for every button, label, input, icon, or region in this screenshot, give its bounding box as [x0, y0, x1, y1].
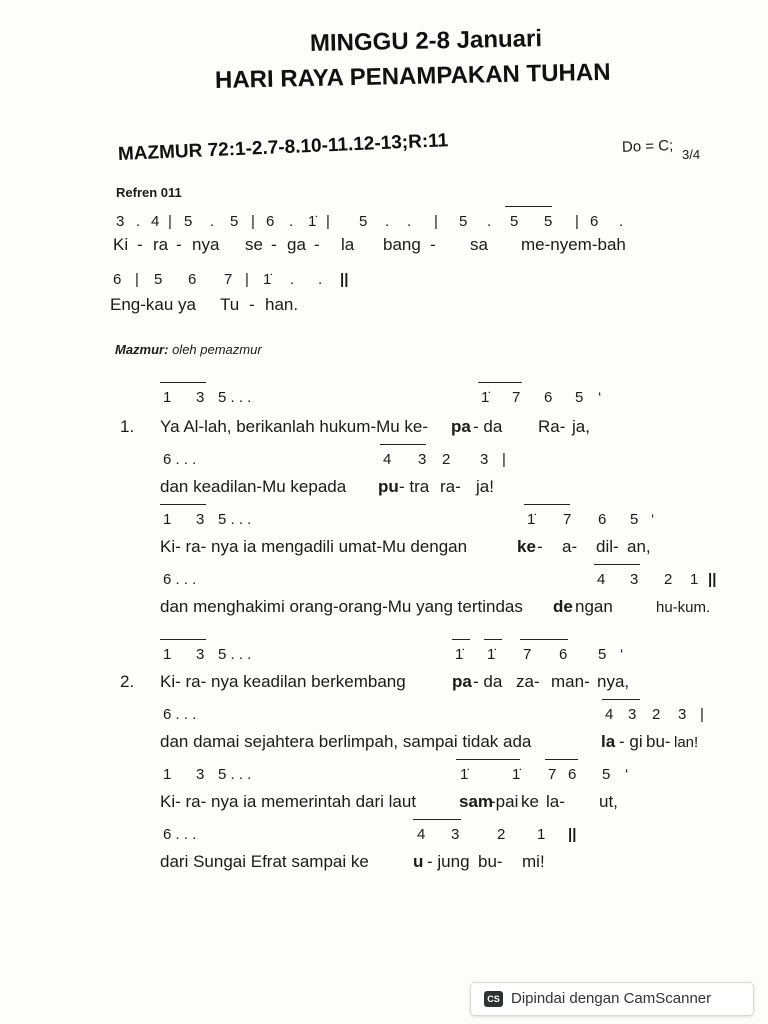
lyric-text: dan menghakimi orang-orang-Mu yang tertindas: [160, 597, 523, 616]
lyric-syllable: man-: [551, 672, 590, 691]
note: 4: [597, 571, 606, 588]
lyric-syllable: ngan: [575, 597, 613, 616]
note: 3: [451, 826, 460, 843]
note: 3: [630, 571, 639, 588]
note: 5: [602, 766, 611, 783]
note: 1̇: [527, 511, 536, 528]
note: 7: [512, 389, 521, 406]
note: 3: [678, 706, 687, 723]
note: 5: [459, 213, 468, 230]
note: 3: [196, 766, 205, 783]
note-dot: .: [136, 213, 141, 230]
note: 6 . . .: [163, 571, 197, 588]
page-title: MINGGU 2-8 Januari: [309, 25, 543, 57]
note: 6 . . .: [163, 826, 197, 843]
lyric-hyphen: -: [537, 537, 543, 556]
note: 5 . . .: [218, 766, 252, 783]
beam-line: [160, 382, 206, 383]
verse-1-lyrics-row-2: [0, 478, 768, 498]
final-bar-line: ||: [708, 571, 717, 588]
beam-line: [478, 382, 522, 383]
lyric-syllable: bu-: [478, 852, 503, 871]
stressed-syllable: pa: [452, 672, 472, 691]
lyric-syllable: Ki: [113, 235, 129, 254]
note: 5: [184, 213, 193, 230]
note: 1̇: [263, 271, 272, 288]
verse-1-lyrics-row-4: [0, 598, 768, 618]
lyric-syllable: hu-kum.: [656, 599, 711, 616]
stressed-syllable: de: [553, 597, 573, 616]
psalm-reference: MAZMUR 72:1-2.7-8.10-11.12-13;R:11: [117, 130, 449, 165]
refrain-lyrics-row-1: [0, 236, 768, 256]
bar-line: |: [575, 213, 579, 230]
bar-line: |: [245, 271, 249, 288]
lyric-syllable: sa: [470, 235, 488, 254]
note: 1̇: [455, 646, 464, 663]
note: 6: [590, 213, 599, 230]
bar-line: |: [251, 213, 255, 230]
lyric-text: dan keadilan-Mu kepada: [160, 477, 347, 496]
note-dot: .: [407, 213, 412, 230]
bar-line: |: [502, 451, 506, 468]
lyric-syllable: - da: [473, 672, 503, 691]
note: 1: [163, 389, 172, 406]
note: 7: [523, 646, 532, 663]
lyric-text: dari Sungai Efrat sampai ke: [160, 852, 369, 871]
lyric-syllable: nya,: [597, 672, 630, 691]
verse-1-lyrics-row-3: [0, 538, 768, 558]
beam-line: [602, 699, 640, 700]
note: 4: [151, 213, 160, 230]
bar-line: |: [700, 706, 704, 723]
lyric-hyphen: -: [271, 235, 277, 254]
note: 6: [598, 511, 607, 528]
lyric-syllable: mi!: [522, 852, 545, 871]
note: 6: [113, 271, 122, 288]
note: 6: [266, 213, 275, 230]
lyric-syllable: Tu: [220, 295, 240, 314]
note: 6: [544, 389, 553, 406]
lyric-syllable: dil-: [596, 537, 619, 556]
breath-mark: ‘: [625, 766, 629, 783]
lyric-syllable: ut,: [599, 792, 618, 811]
lyric-syllable: Ra-: [538, 417, 566, 436]
note-dot: .: [487, 213, 492, 230]
beam-line: [160, 504, 206, 505]
note-dot: .: [290, 271, 295, 288]
note: 1̇: [481, 389, 490, 406]
note: 3: [418, 451, 427, 468]
stressed-syllable: pa: [451, 417, 471, 436]
note: 2: [652, 706, 661, 723]
note: 1̇: [308, 213, 317, 230]
verse-1-notes-row-1: [0, 390, 768, 410]
lyric-syllable: ja!: [476, 477, 494, 496]
verse-number: 2.: [120, 672, 135, 691]
note-dot: .: [385, 213, 390, 230]
lyric-text: Ya Al-lah, berikanlah hukum-Mu ke-: [160, 417, 429, 436]
note: 5: [154, 271, 163, 288]
verse-2-notes-row-4: [0, 827, 768, 847]
refrain-notes-row-1: [0, 214, 768, 234]
note: 3: [196, 646, 205, 663]
bar-line: |: [326, 213, 330, 230]
lyric-syllable: an,: [627, 537, 651, 556]
note: 3: [116, 213, 125, 230]
lyric-text: Ki- ra- nya ia memerintah dari laut: [160, 792, 417, 811]
lyric-syllable: ke: [521, 792, 539, 811]
note: 5: [630, 511, 639, 528]
key-signature: Do = C;: [621, 137, 674, 156]
verse-2-lyrics-row-2: [0, 733, 768, 753]
camscanner-badge: [470, 982, 754, 1016]
note: 3: [480, 451, 489, 468]
breath-mark: ‘: [620, 646, 624, 663]
time-signature: 3/4: [682, 147, 701, 162]
note: 3: [196, 389, 205, 406]
bar-line: |: [434, 213, 438, 230]
note: 1: [537, 826, 546, 843]
stressed-syllable: u: [413, 852, 424, 871]
lyric-syllable: nya: [192, 235, 220, 254]
note: 5: [359, 213, 368, 230]
lyric-syllable: - gi: [619, 732, 643, 751]
note-dot: .: [619, 213, 624, 230]
note: 1: [163, 766, 172, 783]
lyric-syllable: ga: [287, 235, 306, 254]
lyric-syllable: za-: [516, 672, 540, 691]
bar-line: |: [135, 271, 139, 288]
lyric-syllable: ja,: [572, 417, 590, 436]
stressed-syllable: sam: [459, 792, 494, 811]
note: 6 . . .: [163, 706, 197, 723]
note: 1̇: [460, 766, 469, 783]
lyric-syllable: me-nyem-bah: [521, 235, 626, 254]
lyric-syllable: -pai: [490, 792, 519, 811]
verse-1-notes-row-2: [0, 452, 768, 472]
lyric-syllable: bang: [383, 235, 421, 254]
lyric-syllable: la-: [546, 792, 565, 811]
note: 5 . . .: [218, 511, 252, 528]
note: 3: [196, 511, 205, 528]
refrain-label: Refren 011: [116, 185, 182, 200]
lyric-hyphen: -: [430, 235, 436, 254]
verse-2-notes-row-1: [0, 647, 768, 667]
performer-note: oleh pemazmur: [172, 342, 262, 357]
lyric-text: dan damai sejahtera berlimpah, sampai tidak ada: [160, 732, 532, 751]
lyric-syllable: - tra: [399, 477, 430, 496]
note: 1: [690, 571, 699, 588]
note: 7: [224, 271, 233, 288]
beam-line: [484, 639, 502, 640]
note: 1̇: [512, 766, 521, 783]
beam-line: [413, 819, 461, 820]
note: 6: [188, 271, 197, 288]
final-bar-line: ||: [340, 271, 349, 288]
stressed-syllable: la: [601, 732, 616, 751]
note: 4: [417, 826, 426, 843]
verse-1-notes-row-3: [0, 512, 768, 532]
lyric-hyphen: -: [176, 235, 182, 254]
note: 6: [568, 766, 577, 783]
lyric-syllable: a-: [562, 537, 578, 556]
note: 2: [497, 826, 506, 843]
psalm-section-label: [115, 343, 262, 356]
stressed-syllable: ke: [517, 537, 536, 556]
note: 1: [163, 646, 172, 663]
lyric-text: Ki- ra- nya keadilan berkembang: [160, 672, 406, 691]
note: 7: [548, 766, 557, 783]
note: 4: [605, 706, 614, 723]
beam-line: [380, 444, 426, 445]
beam-line: [520, 639, 568, 640]
lyric-hyphen: -: [249, 295, 255, 314]
beam-line: [456, 759, 520, 760]
beam-line: [452, 639, 470, 640]
lyric-syllable: han.: [265, 295, 299, 314]
lyric-syllable: - da: [473, 417, 503, 436]
lyric-hyphen: -: [137, 235, 143, 254]
lyric-syllable: ra-: [440, 477, 461, 496]
note: 1: [163, 511, 172, 528]
verse-number: 1.: [120, 417, 135, 436]
lyric-syllable: se: [245, 235, 263, 254]
verse-1-notes-row-4: [0, 572, 768, 592]
refrain-notes-row-2: [0, 272, 768, 292]
verse-2-notes-row-3: [0, 767, 768, 787]
lyric-syllable: lan!: [674, 734, 699, 751]
note: 5 . . .: [218, 389, 252, 406]
breath-mark: ‘: [651, 511, 655, 528]
note: 6 . . .: [163, 451, 197, 468]
note: 5 . . .: [218, 646, 252, 663]
refrain-lyrics-row-2: [0, 296, 768, 316]
beam-line: [545, 759, 578, 760]
beam-line: [594, 564, 640, 565]
camscanner-logo-icon: CS: [484, 991, 503, 1007]
note: 6: [559, 646, 568, 663]
lyric-text: Ki- ra- nya ia mengadili umat-Mu dengan: [160, 537, 468, 556]
psalm-label: Mazmur:: [115, 342, 169, 357]
note-dot: .: [210, 213, 215, 230]
lyric-syllable: la: [341, 235, 355, 254]
note: 5: [575, 389, 584, 406]
lyric-syllable: - jung: [427, 852, 470, 871]
lyric-syllable: Eng-kau ya: [110, 295, 196, 314]
lyric-hyphen: -: [314, 235, 320, 254]
verse-2-notes-row-2: [0, 707, 768, 727]
note: 2: [442, 451, 451, 468]
bar-line: |: [168, 213, 172, 230]
stressed-syllable: pu: [378, 477, 399, 496]
note-dot: .: [289, 213, 294, 230]
lyric-syllable: ra: [153, 235, 169, 254]
verse-1-lyrics-row-1: [0, 418, 768, 438]
note: 3: [628, 706, 637, 723]
beam-line: [524, 504, 570, 505]
note: 5: [544, 213, 553, 230]
verse-2-lyrics-row-4: [0, 853, 768, 873]
beam-line: [505, 206, 552, 207]
note: 5: [598, 646, 607, 663]
note: 5: [510, 213, 519, 230]
scan-watermark-text: Dipindai dengan CamScanner: [511, 990, 712, 1007]
breath-mark: ‘: [598, 389, 602, 406]
note: 1̇: [487, 646, 496, 663]
note-dot: .: [318, 271, 323, 288]
final-bar-line: ||: [568, 826, 577, 843]
note: 4: [383, 451, 392, 468]
verse-2-lyrics-row-1: [0, 673, 768, 693]
verse-2-lyrics-row-3: [0, 793, 768, 813]
note: 5: [230, 213, 239, 230]
lyric-syllable: bu-: [646, 732, 671, 751]
note: 2: [664, 571, 673, 588]
beam-line: [160, 639, 206, 640]
feast-title: HARI RAYA PENAMPAKAN TUHAN: [214, 58, 611, 94]
note: 7: [563, 511, 572, 528]
